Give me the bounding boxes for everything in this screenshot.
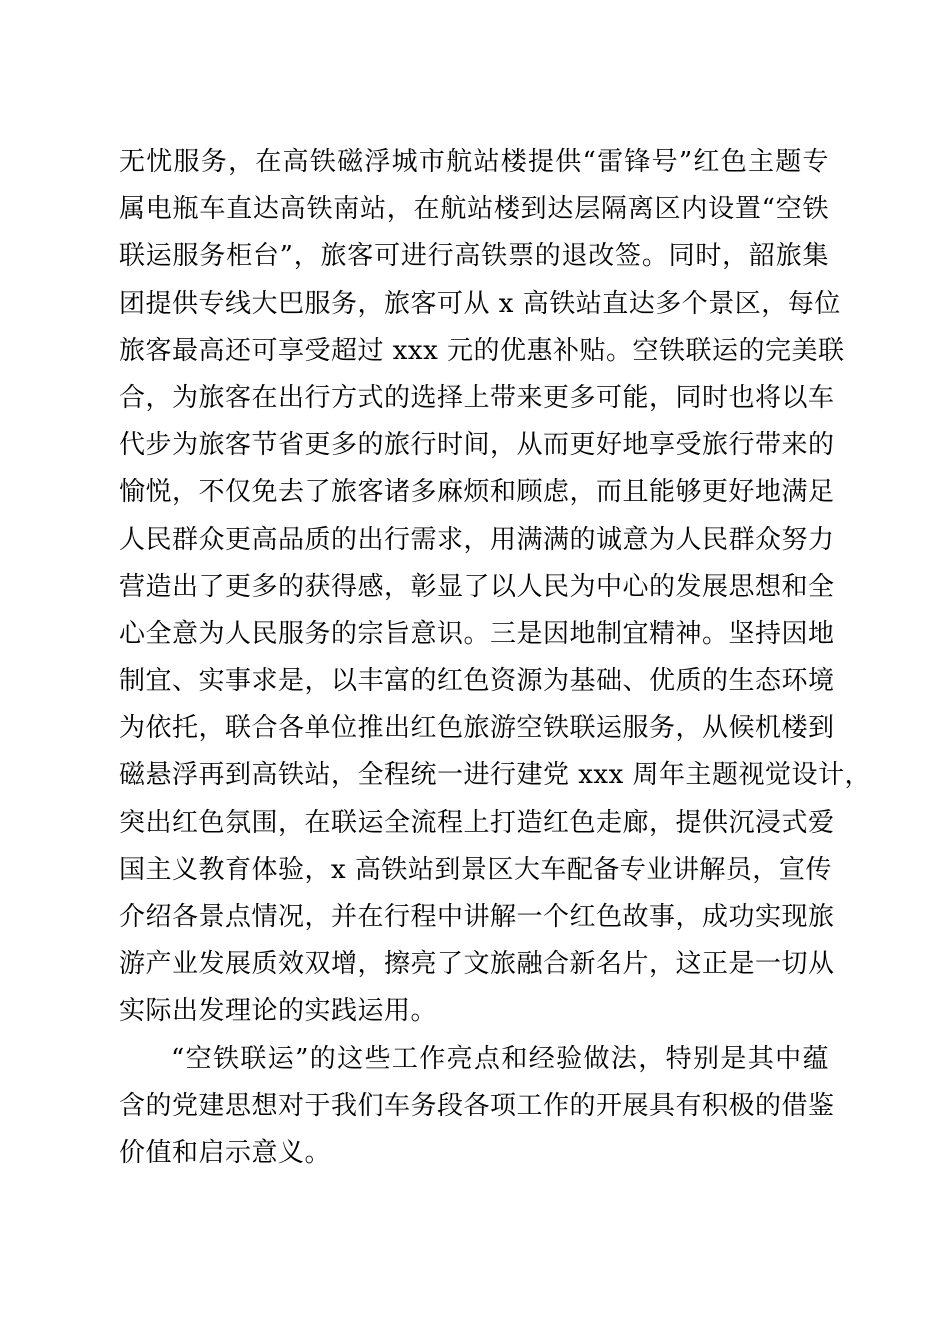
text-line: 旅客最高还可享受超过 xxx 元的优惠补贴。空铁联运的完美联	[119, 335, 845, 366]
text-line: 国主义教育体验，x 高铁站到景区大车配备专业讲解员，宣传	[119, 854, 832, 885]
text-line: 营造出了更多的获得感，彰显了以人民为中心的发展思想和全	[119, 571, 835, 602]
text-line: 价值和启示意义。	[119, 1137, 332, 1168]
text-line: 团提供专线大巴服务，旅客可从 x 高铁站直达多个景区，每位	[119, 288, 841, 319]
text-line: 含的党建思想对于我们车务段各项工作的开展具有积极的借鉴	[119, 1090, 835, 1121]
text-line: 实际出发理论的实践运用。	[119, 996, 438, 1027]
text-line: 代步为旅客节省更多的旅行时间，从而更好地享受旅行带来的	[119, 430, 835, 461]
paragraph-2	[119, 1036, 835, 1178]
paragraph-1	[119, 139, 872, 1036]
text-line: 游产业发展质效双增，擦亮了文旅融合新名片，这正是一切从	[119, 949, 835, 980]
text-line: 磁悬浮再到高铁站，全程统一进行建党 xxx 周年主题视觉设计，	[119, 760, 872, 791]
text-line: 无忧服务，在高铁磁浮城市航站楼提供“雷锋号”红色主题专	[119, 147, 829, 177]
text-line: “空铁联运”的这些工作亮点和经验做法，特别是其中蕴	[171, 1043, 829, 1074]
text-line: 介绍各景点情况，并在行程中讲解一个红色故事，成功实现旅	[119, 902, 835, 932]
text-line: 人民群众更高品质的出行需求，用满满的诚意为人民群众努力	[119, 524, 835, 555]
document-body	[119, 139, 872, 1177]
text-line: 为依托，联合各单位推出红色旅游空铁联运服务，从候机楼到	[119, 713, 835, 744]
text-line: 合，为旅客在出行方式的选择上带来更多可能，同时也将以车	[119, 382, 835, 413]
text-line: 制宜、实事求是，以丰富的红色资源为基础、优质的生态环境	[119, 666, 835, 697]
text-line: 心全意为人民服务的宗旨意识。三是因地制宜精神。坚持因地	[119, 618, 835, 649]
text-line: 突出红色氛围，在联运全流程上打造红色走廊，提供沉浸式爱	[119, 807, 835, 838]
text-line: 联运服务柜台”，旅客可进行高铁票的退改签。同时，韶旅集	[119, 241, 829, 272]
text-line: 属电瓶车直达高铁南站，在航站楼到达层隔离区内设置“空铁	[119, 194, 829, 225]
text-line: 愉悦，不仅免去了旅客诸多麻烦和顾虑，而且能够更好地满足	[119, 477, 835, 508]
